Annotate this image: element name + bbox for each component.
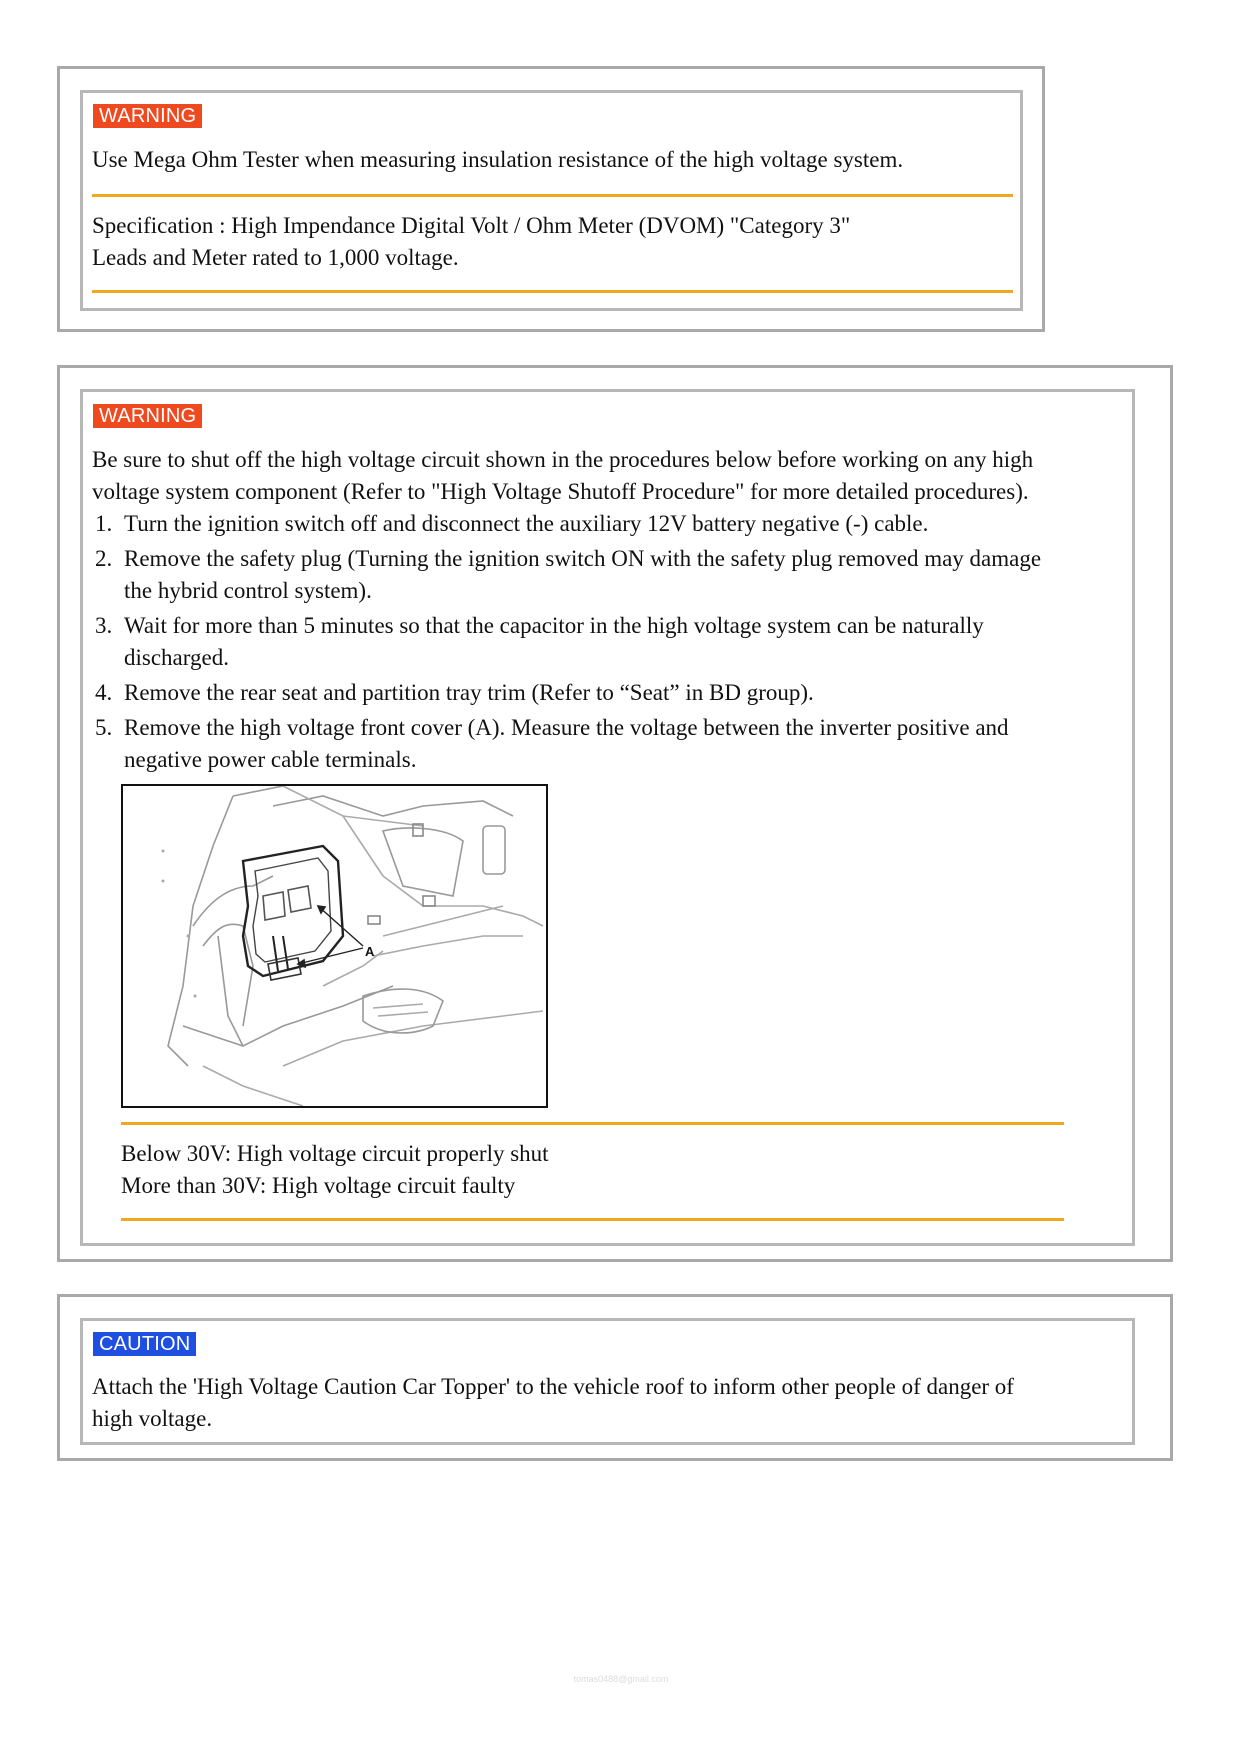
step-text: Remove the rear seat and partition tray trim (Refer to “Seat” in BD group). <box>124 680 814 705</box>
warning-block-1 <box>57 66 1045 332</box>
step-text: Remove the safety plug (Turning the ignition switch ON with the safety plug removed may damage <box>124 546 1042 571</box>
list-item <box>95 712 1115 776</box>
figure-label-a: A <box>365 944 375 959</box>
step-number: 3. <box>95 613 113 638</box>
inverter-cover-illustration <box>121 784 548 1108</box>
result-line-1: Below 30V: High voltage circuit properly shut <box>121 1141 549 1166</box>
orange-divider <box>121 1218 1064 1221</box>
orange-divider <box>121 1122 1064 1125</box>
result-line-2: More than 30V: High voltage circuit faulty <box>121 1173 516 1198</box>
step-text: Remove the high voltage front cover (A). Measure the voltage between the inverter positive and <box>124 715 1009 740</box>
list-item <box>95 543 1115 607</box>
step-text: Turn the ignition switch off and disconnect the auxiliary 12V battery negative (-) cable. <box>124 511 929 536</box>
step-number: 2. <box>95 546 113 571</box>
warning-panel-2 <box>80 389 1135 1246</box>
caution-panel <box>80 1318 1135 1445</box>
warning-block-2 <box>57 365 1173 1262</box>
warning-intro-line-2: voltage system component (Refer to "High Voltage Shutoff Procedure" for more detailed procedures). <box>92 479 1029 504</box>
warning-intro-line-1: Be sure to shut off the high voltage circuit shown in the procedures below before working on any high <box>92 447 1034 472</box>
warning-badge: WARNING <box>93 404 202 428</box>
step-number: 5. <box>95 715 113 740</box>
step-text-continued: negative power cable terminals. <box>124 747 417 772</box>
specification-line-2: Leads and Meter rated to 1,000 voltage. <box>92 245 459 270</box>
list-item <box>95 508 1115 540</box>
inverter-cover-drawing <box>123 786 546 1106</box>
list-item <box>95 610 1115 674</box>
specification-line-1: Specification : High Impendance Digital Volt / Ohm Meter (DVOM) "Category 3" <box>92 213 851 238</box>
step-number: 4. <box>95 680 113 705</box>
caution-badge: CAUTION <box>93 1332 196 1356</box>
caution-text-line-1: Attach the 'High Voltage Caution Car Topper' to the vehicle roof to inform other people of danger of <box>92 1374 1014 1399</box>
list-item <box>95 677 1115 709</box>
warning-badge: WARNING <box>93 104 202 128</box>
orange-divider <box>92 194 1013 197</box>
caution-block <box>57 1294 1173 1461</box>
step-text: Wait for more than 5 minutes so that the capacitor in the high voltage system can be naturally <box>124 613 984 638</box>
procedure-steps <box>95 508 1115 779</box>
footer-watermark: tomas0488@gmail.com <box>573 1674 669 1684</box>
warning-text: Use Mega Ohm Tester when measuring insulation resistance of the high voltage system. <box>92 147 904 172</box>
step-text-continued: the hybrid control system). <box>124 578 372 603</box>
step-number: 1. <box>95 511 113 536</box>
warning-panel-1 <box>80 90 1023 311</box>
orange-divider <box>92 290 1013 293</box>
caution-text-line-2: high voltage. <box>92 1406 213 1431</box>
step-text-continued: discharged. <box>124 645 229 670</box>
